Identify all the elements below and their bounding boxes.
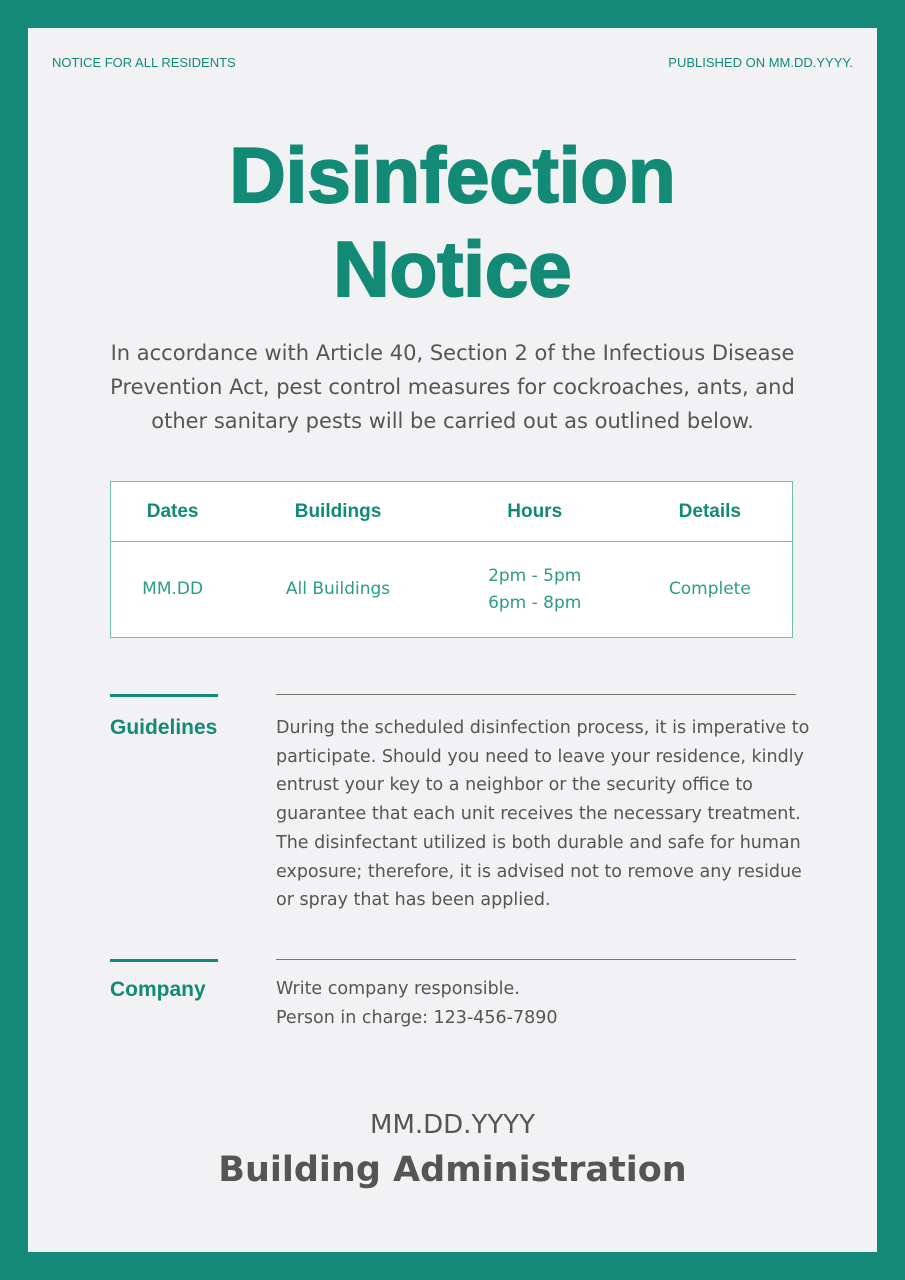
table-row xyxy=(111,542,793,638)
header-details: Details xyxy=(628,482,793,542)
guidelines-body: During the scheduled disinfection process, it is imperative to participate. Should you need to leave your residence, kindly entrust your key to a neighbor or the security office to guarantee that each unit receives the necessary treatment. The disinfectant utilized is both durable and safe for human exposure; therefore, it is advised not to remove any residue or spray that has been applied. xyxy=(276,718,810,911)
guidelines-accent-line xyxy=(110,694,218,697)
schedule-table xyxy=(110,481,793,638)
cell-buildings: All Buildings xyxy=(285,579,391,599)
cell-details: Complete xyxy=(668,579,751,599)
intro-text: In accordance with Article 40, Section 2 of the Infectious Disease Prevention Act, pest control measures for cockroaches, ants, and other sanitary pests will be carried out as outlined below. xyxy=(110,341,795,433)
title-line-2: Notice xyxy=(333,225,572,313)
hours-slot-2: 6pm - 8pm xyxy=(488,592,582,613)
title-line-1: Disinfection xyxy=(229,131,676,219)
footer-date: MM.DD.YYYY xyxy=(370,1110,535,1140)
header-dates: Dates xyxy=(111,482,235,542)
company-body xyxy=(276,975,821,1032)
header-hours: Hours xyxy=(442,482,628,542)
header-audience: NOTICE FOR ALL RESIDENTS xyxy=(52,55,236,70)
guidelines-heading: Guidelines xyxy=(110,716,218,739)
header-buildings: Buildings xyxy=(234,482,441,542)
company-accent-line xyxy=(110,959,218,962)
guidelines-divider xyxy=(276,694,796,695)
hours-slot-1: 2pm - 5pm xyxy=(488,565,582,586)
company-divider xyxy=(276,959,796,960)
header-published: PUBLISHED ON MM.DD.YYYY. xyxy=(668,55,853,70)
company-contact: Person in charge: 123-456-7890 xyxy=(276,1007,558,1028)
footer-issuer: Building Administration xyxy=(218,1150,687,1190)
page-title xyxy=(28,128,877,316)
table-header-row xyxy=(111,482,793,542)
company-heading: Company xyxy=(110,978,206,1001)
cell-hours xyxy=(442,542,628,638)
cell-date: MM.DD xyxy=(142,579,204,599)
company-name: Write company responsible. xyxy=(276,979,520,999)
notice-page xyxy=(28,28,877,1252)
